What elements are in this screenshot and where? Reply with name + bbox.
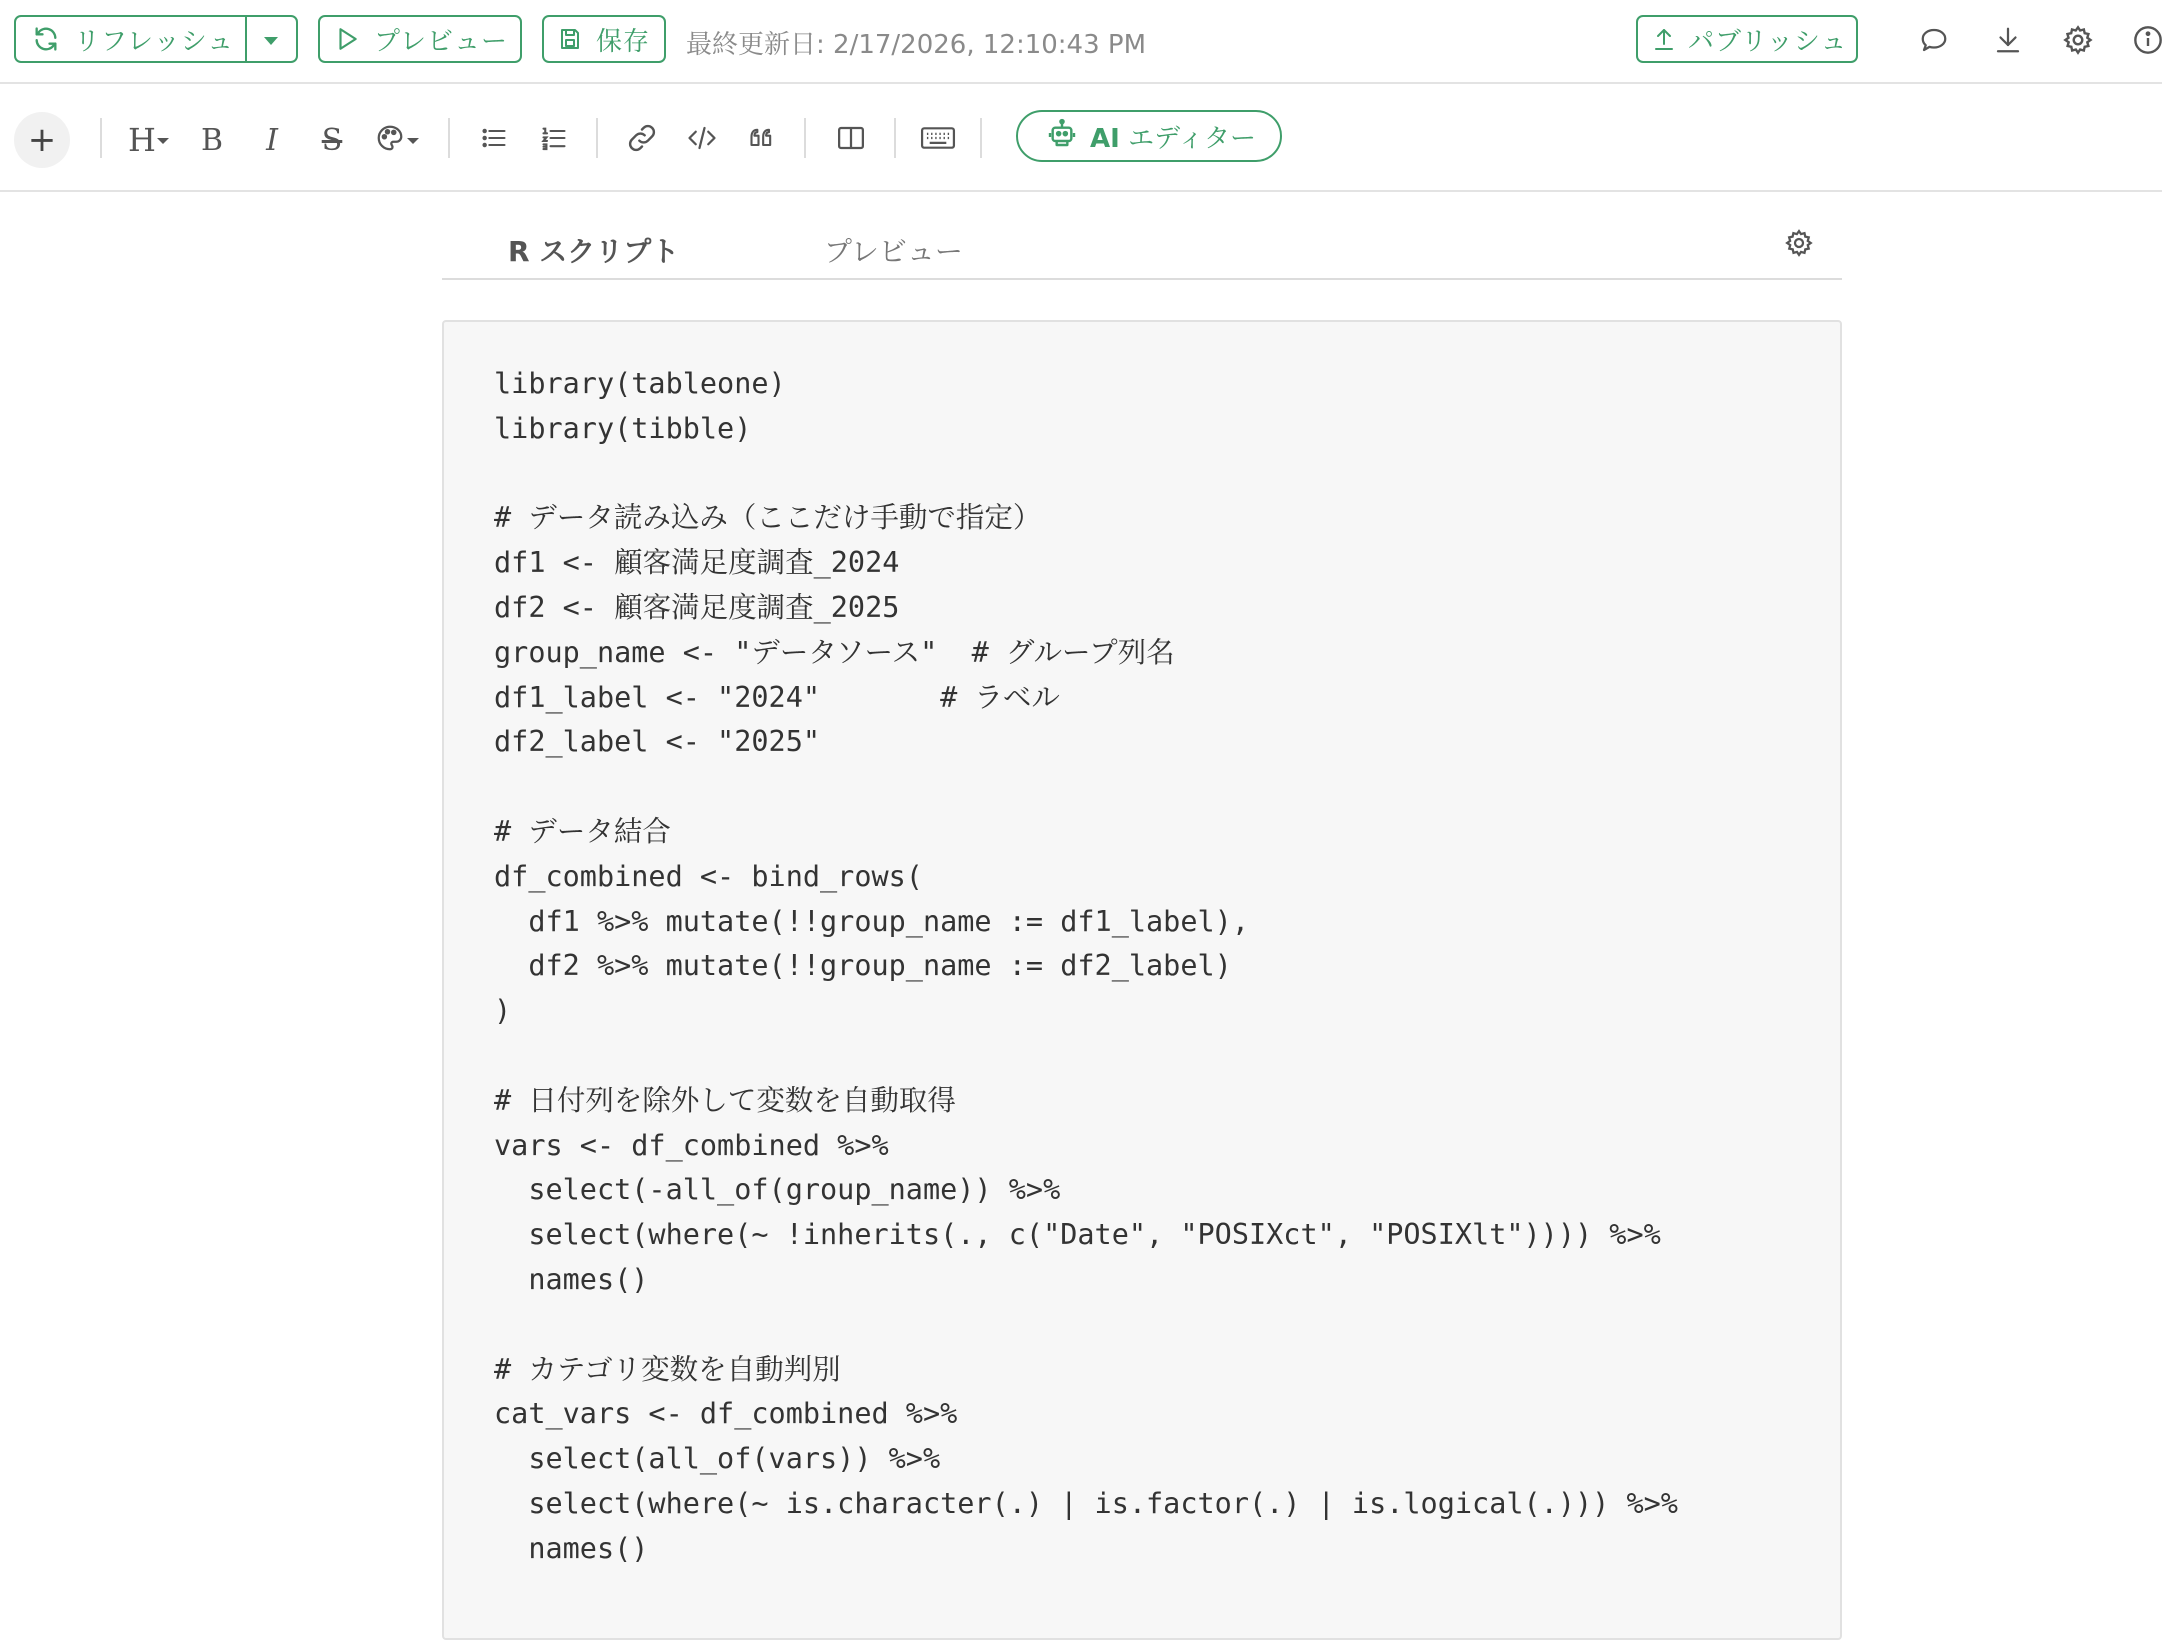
code-icon — [685, 123, 719, 157]
editor-settings-icon[interactable] — [1784, 228, 1814, 262]
caret-down-icon — [262, 24, 280, 54]
keyboard-icon — [920, 123, 956, 157]
refresh-label: リフレッシュ — [74, 26, 235, 57]
keyboard-shortcuts-button[interactable] — [918, 118, 958, 162]
preview-button[interactable] — [318, 15, 522, 63]
last-updated-text: 最終更新日: 2/17/2026, 12:10:43 PM — [686, 30, 1147, 60]
link-icon — [626, 122, 658, 158]
italic-label: I — [266, 122, 278, 158]
bullet-list-button[interactable] — [476, 118, 512, 162]
numbered-list-icon — [538, 124, 570, 156]
toolbar-divider — [448, 118, 450, 158]
toolbar-divider — [894, 118, 896, 158]
code-button[interactable] — [684, 118, 720, 162]
toolbar-divider — [100, 118, 102, 158]
refresh-button[interactable] — [16, 17, 245, 61]
settings-icon[interactable] — [2060, 22, 2096, 58]
strikethrough-button[interactable] — [316, 118, 348, 162]
numbered-list-button[interactable] — [536, 118, 572, 162]
ai-editor-label: エディター — [1128, 123, 1256, 154]
robot-icon — [1046, 117, 1078, 156]
palette-icon — [374, 123, 406, 157]
publish-label: パブリッシュ — [1688, 26, 1848, 57]
top-bar — [0, 0, 2162, 84]
editor-tabs — [442, 210, 1842, 280]
r-script-code[interactable]: library(tableone) library(tibble) # データ読み込み（ここだけ手動で指定） df1 <- 顧客満足度調査_2024 df2 <- 顧客満足度調査_2025 group_name <- "データソース" # グループ列名 df1_label <- "2024" # ラベル df2_label <- "2025" # データ結合 df_combined <- bind_rows( df1 %>% mutate(!!group_name := df1_label), df2 %>% mutate(!!group_name := df2_label) ) # 日付列を除外して変数を自動取得 vars <- df_combined %>% select(-all_of(group_name)) %>% select(where(~ !inherits(., c("Date", "POSIXct", "POSIXlt")))) %>% names() # カテゴリ変数を自動判別 cat_vars <- df_combined %>% select(all_of(vars)) %>% select(where(~ is.character(.) | is.factor(.) | is.logical(.))) %>% names() — [494, 367, 1678, 1565]
italic-button[interactable] — [256, 118, 288, 162]
heading-label: H — [128, 121, 156, 159]
bold-button[interactable] — [196, 118, 228, 162]
ai-editor-prefix: AI — [1090, 123, 1120, 154]
comment-icon[interactable] — [1916, 22, 1952, 58]
refresh-icon — [32, 25, 60, 53]
code-editor[interactable] — [442, 320, 1842, 1640]
bold-label: B — [200, 122, 224, 158]
caret-down-icon — [156, 131, 170, 150]
info-icon[interactable] — [2130, 22, 2162, 58]
toolbar-divider — [596, 118, 598, 158]
link-button[interactable] — [624, 118, 660, 162]
tab-r-script[interactable]: R スクリプト — [508, 235, 680, 268]
strikethrough-label: S — [321, 122, 343, 158]
caret-down-icon — [406, 131, 420, 150]
quote-icon — [746, 124, 778, 156]
refresh-button-group — [14, 15, 298, 63]
save-label: 保存 — [596, 26, 651, 57]
publish-button[interactable] — [1636, 15, 1858, 63]
quote-button[interactable] — [744, 118, 780, 162]
toolbar-divider — [980, 118, 982, 158]
toolbar-divider — [804, 118, 806, 158]
download-icon[interactable] — [1990, 22, 2026, 58]
add-block-button[interactable]: + — [14, 112, 70, 168]
ai-editor-button[interactable] — [1016, 110, 1282, 162]
split-view-button[interactable] — [832, 118, 870, 162]
refresh-dropdown-button[interactable] — [245, 17, 296, 61]
save-icon — [558, 27, 582, 51]
bullet-list-icon — [478, 124, 510, 156]
format-toolbar — [0, 84, 2162, 192]
play-icon — [334, 26, 360, 52]
save-button[interactable] — [542, 15, 666, 63]
upload-icon — [1652, 26, 1676, 52]
tab-preview[interactable]: プレビュー — [824, 235, 963, 268]
text-color-button[interactable] — [372, 118, 422, 162]
heading-button[interactable] — [124, 118, 174, 162]
preview-label: プレビュー — [374, 26, 508, 57]
columns-icon — [835, 123, 867, 157]
